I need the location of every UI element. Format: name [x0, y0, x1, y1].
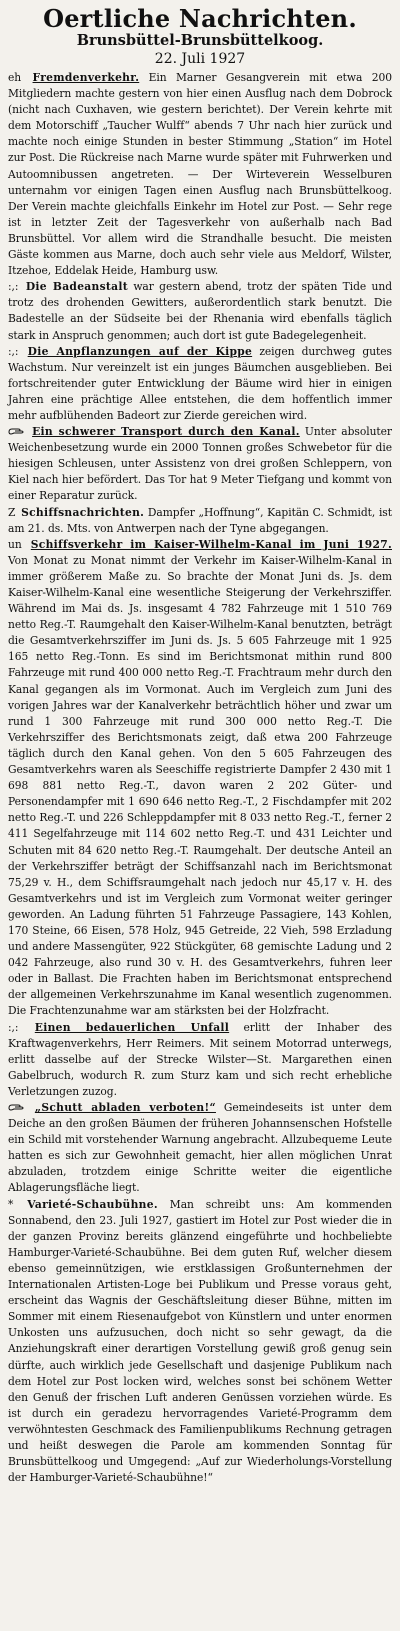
article-headline: Die Badeanstalt	[25, 280, 128, 294]
article-body: Man schreibt uns: Am kommenden Sonnabend, den 23. Juli 1927, gastiert im Hotel zur Post wieder die in der ganzen Provinz bereits glänzend eingeführte und hochbeliebte Hamburger-Varieté-Schaubühne. Bei dem guten Ruf, welcher diesem ebenso gemeinnützigen, wie erstklassigen Großunternehmen der Internationalen Artisten-Loge bei Publikum und Presse voraus geht, erscheint das Wagnis der Geschäftsleitung dieser Bühne, mitten im Sommer mit einem Riesenaufgebot von Künstlern und unter enormen Unkosten uns aufzusuchen, doch nicht so sehr gewagt, da die Anziehungskraft einer derartigen Vorstellung gewiß groß genug sein dürfte, auch wirklich jede Gesellschaft und dasjenige Publikum nach dem Hotel zur Post locken wird, welches sonst bei schönem Wetter den Genuß der frischen Luft anderen Genüssen vorziehen würde. Es ist durch ein geradezu hervorragendes Varieté-Programm dem verwöhntesten Geschmack des Familienpublikums Rechnung getragen und heißt deswegen die Parole am kommenden Sonntag für Brunsbüttelkoog und Umgegend: „Auf zur Wiederholungs-Vorstellung der Hamburger-Varieté-Schaubühne!“	[8, 1197, 392, 1485]
article-marker: :,:	[8, 280, 19, 294]
article-body: Von Monat zu Monat nimmt der Verkehr im Kaiser-Wilhelm-Kanal in immer größerem Maße zu. So brachte der Monat Juni ds. Js. dem Kaiser-Wilhelm-Kanal eine wesentliche Steigerung der Verkehrsziffer. Während im Mai ds. Js. insgesamt 4 782 Fahrzeuge mit 1 510 769 netto Reg.-T. Raumgehalt den Kaiser-Wilhelm-Kanal benutzten, beträgt die Gesamtverkehrsziffer im Juni ds. Js. 5 605 Fahrzeuge mit 1 925 165 netto Reg.-Tonn. Es sind im Berichtsmonat mithin rund 800 Fahrzeuge mit rund 400 000 netto Reg.-T. Frachtraum mehr durch den Kanal gegangen als im Vormonat. Auch im Vergleich zum Juni des vorigen Jahres war der Kanalverkehr beträchtlich höher und zwar um rund 1 300 Fahrzeuge mit rund 300 000 netto Reg.-T. Die Verkehrsziffer des Berichtsmonats zeigt, daß etwa 200 Fahrzeuge täglich durch den Kanal gehen. Von den 5 605 Fahrzeugen des Gesamtverkehrs waren als Seeschiffe registrierte Dampfer 2 430 mit 1 698 881 netto Reg.-T., davon waren 2 202 Güter- und Personendampfer mit 1 690 646 netto Reg.-T., 2 Fischdampfer mit 202 netto Reg.-T. und 226 Schleppdampfer mit 8 033 netto Reg.-T., ferner 2 411 Segelfahrzeuge mit 114 602 netto Reg.-T. und 431 Leichter und Schuten mit 84 620 netto Reg.-T. Raumgehalt. Der deutsche Anteil an der Verkehrsziffer beträgt der Schiffsanzahl nach im Berichtsmonat 75,29 v. H., dem Schiffsraumgehalt nach jedoch nur 45,17 v. H. des Gesamtverkehrs und ist im Vergleich zum Vormonat weiter geringer geworden. An Ladung führten 51 Fahrzeuge Passagiere, 143 Kohlen, 170 Steine, 66 Eisen, 578 Holz, 945 Getreide, 22 Vieh, 598 Erzladung und andere Massengüter, 922 Stückgüter, 68 gemischte Ladung und 2 042 Fahrzeuge, also rund 30 v. H. des Gesamtverkehrs, fuhren leer oder in Ballast. Die Frachten haben im Berichtsmonat entsprechend der allgemeinen Verkehrszunahme im Kanal wesentlich zugenommen. Die Frachtenzunahme war am stärksten bei der Holzfracht.	[8, 553, 392, 1018]
article-body: Gemeindeseits ist unter dem Deiche an den großen Bäumen der früheren Johannsenschen Hofstelle ein Schild mit vorstehender Warnung angebracht. Allzubequeme Leute hatten es sich zur Gewohnheit gemacht, hier allen möglichen Unrat abzuladen, trotzdem einige Schritte weiter die eigentliche Ablagerungsfläche liegt.	[8, 1101, 392, 1195]
article-headline: Schiffsverkehr im Kaiser-Wilhelm-Kanal im Juni 1927.	[30, 537, 392, 551]
article-headline: Ein schwerer Transport durch den Kanal.	[32, 425, 300, 439]
article-body: erlitt der Inhaber des Kraftwagenverkehrs, Herr Reimers. Mit seinem Motorrad unterwegs, erlitt dasselbe auf der Strecke Wilster—St. Margarethen einen Gabelbruch, wodurch R. zum Sturz kam und sich recht erhebliche Verletzungen zuzog.	[8, 1020, 392, 1098]
article-body: Dampfer „Hoffnung“, Kapitän C. Schmidt, ist am 21. ds. Mts. von Antwerpen nach der Tyne abgegangen.	[8, 505, 392, 535]
pointing-hand-icon	[8, 426, 24, 436]
article-marker: :,:	[8, 344, 19, 358]
article-body: zeigen durchweg gutes Wachstum. Nur vereinzelt ist ein junges Bäumchen ausgeblieben. Bei fortschreitender guter Entwicklung der Bäume wird hier in einigen Jahren eine prächtige Allee entstehen, die dem hoffentlich immer mehr aufblühenden Badeort zur Zierde gereichen wird.	[8, 344, 392, 422]
article-body: Unter absoluter Weichenbesetzung wurde ein 2000 Tonnen großes Schwebetor für die hiesigen Schleusen, unter Assistenz von drei großen Schleppern, von Kiel nach hier befördert. Das Tor hat 9 Meter Tiefgang und kommt von einer Reparatur zurück.	[8, 425, 392, 503]
place-heading: Brunsbüttel-Brunsbüttelkoog.	[76, 32, 324, 49]
article-headline: Die Anpflanzungen auf der Kippe	[27, 344, 253, 358]
dateline: 22. Juli 1927	[154, 51, 246, 67]
article-kanalverkehr	[8, 537, 392, 1020]
article-body: war gestern abend, trotz der späten Tide und trotz des drohenden Gewitters, außerordentlich stark benutzt. Die Badestelle an der Südseite bei der Rhenania wird ebenfalls täglich stark in Anspruch genommen; auch dort ist gute Badegelegenheit.	[8, 280, 392, 342]
masthead	[8, 5, 392, 68]
article-marker: Z	[8, 505, 16, 519]
article-variete	[8, 1197, 392, 1487]
section-title: Oertliche Nachrichten.	[43, 4, 357, 33]
article-headline: Varieté-Schaubühne.	[27, 1197, 158, 1211]
article-schutt	[8, 1100, 392, 1197]
article-schiffsnachrichten	[8, 505, 392, 537]
article-headline: Einen bedauerlichen Unfall	[34, 1020, 230, 1034]
article-headline: „Schutt abladen verboten!“	[34, 1101, 216, 1114]
article-marker: :,:	[8, 1020, 19, 1034]
article-marker: *	[8, 1197, 14, 1211]
article-marker: eh	[8, 71, 22, 84]
article-transport	[8, 424, 392, 504]
article-headline: Schiffsnachrichten.	[21, 505, 145, 519]
article-badeanstalt	[8, 279, 392, 343]
article-body: Ein Marner Gesangverein mit etwa 200 Mitgliedern machte gestern von hier einen Ausflug nach dem Dobrock (nicht nach Cuxhaven, wie gestern berichtet). Der Verein kehrte mit dem Motorschiff „Taucher Wulff“ abends 7 Uhr nach hier zurück und machte noch einige Stunden in bester Stimmung „Station“ im Hotel zur Post. Die Rückreise nach Marne wurde später mit Fuhrwerken und Autoomnibussen angetreten. — Der Wirteverein Wesselburen unternahm vor einigen Tagen einen Ausflug nach Brunsbüttelkoog. Der Verein machte gleichfalls Einkehr im Hotel zur Post. — Sehr rege ist in letzter Zeit der Tagesverkehr von außerhalb nach Bad Brunsbüttel. Vor allem wird die Strandhalle besucht. Die meisten Gäste kommen aus Marne, doch auch sehr viele aus Meldorf, Wilster, Itzehoe, Eddelak Heide, Hamburg usw.	[8, 71, 392, 278]
article-unfall	[8, 1020, 392, 1100]
pointing-hand-icon	[8, 1102, 24, 1112]
article-anpflanzungen	[8, 344, 392, 424]
article-headline: Fremdenverkehr.	[32, 71, 140, 84]
article-marker: un	[8, 537, 22, 551]
article-fremdenverkehr	[8, 70, 392, 279]
